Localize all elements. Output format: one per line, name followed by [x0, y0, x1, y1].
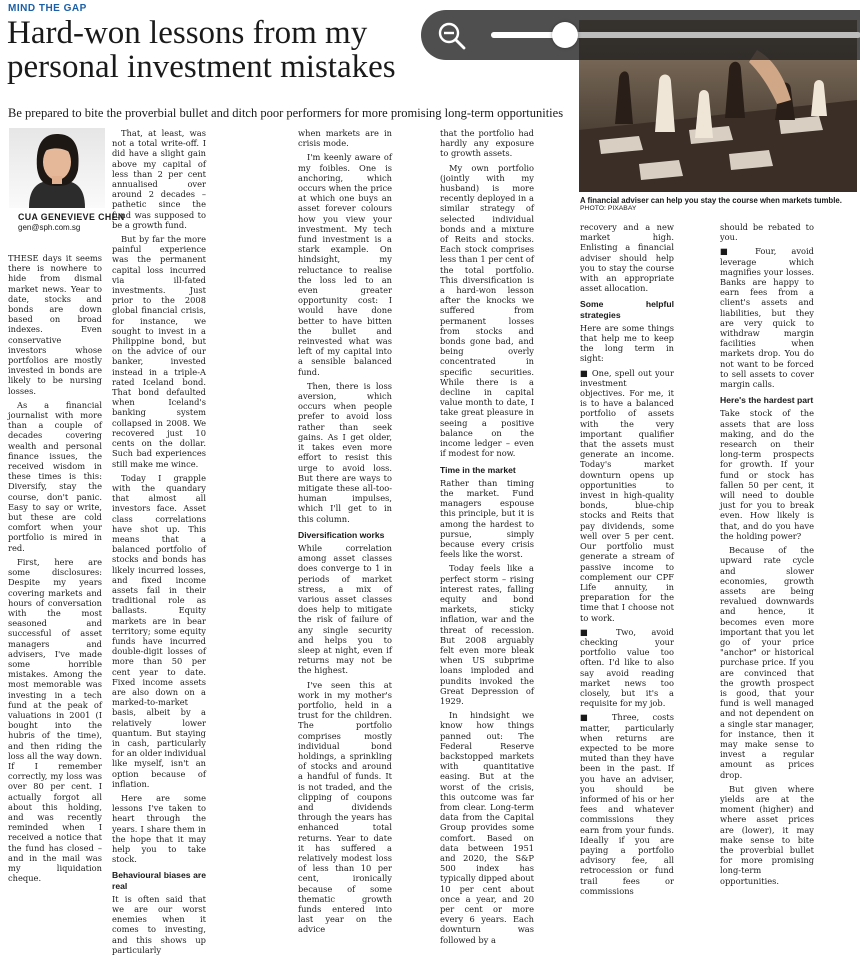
subheading: Here's the hardest part: [720, 395, 814, 406]
zoom-slider-thumb[interactable]: [552, 22, 578, 48]
headline-line-1: Hard-won lessons from my: [7, 15, 368, 51]
column-4: [440, 128, 534, 949]
column-3: [298, 128, 392, 939]
paragraph: Because of the upward rate cycle and slower economies, growth assets are being revalued downwards and hence, it becomes even more important that you let go of your price "anchor" or historical purchase price. If you are convinced that the growth prospect is good, that your fund is well managed and not dependent on a single star manager, for instance, then it may make sense to invest a regular amount as prices drop.: [720, 545, 814, 780]
paragraph: First, here are some disclosures: Despite my years covering markets and hours of conversation with the most seasoned and successful of asset managers and advisers, I've made some horrible mistakes. Among the most memorable was investing in a tech fund at the peak of valuations in 2001 (I bought into the hubris of the time), and then riding the loss all the way down. If I remember correctly, my loss was over 80 per cent. I actually forgot all about this holding, and was recently reminded when I received a notice that the fund has closed – and in the mail was my liquidation cheque.: [8, 556, 102, 884]
photo-credit: PHOTO: PIXABAY: [580, 205, 637, 212]
paragraph: But by far the more painful experience was the permanent capital loss incurred via ill-fated investments. Just prior to the 2008 global financial crisis, for instance, we sought to invest in a Philippine bond, but on the advice of our banker, invested instead in a triple-A rated Iceland bond. That bond defaulted when Iceland's banking system collapsed in 2008. We recovered just 10 cents on the dollar. Such bad experiences still make me wince.: [112, 234, 206, 469]
column-5: [580, 222, 674, 900]
zoom-slider-track[interactable]: [491, 32, 860, 38]
zoom-toolbar: [421, 10, 860, 60]
paragraph: That, at least, was not a total write-off. I did have a slight gain above my capital of less than 2 per cent annualised over around 2 decades – pathetic since the fund was supposed to be a growth fund.: [112, 128, 206, 230]
author-portrait-icon: [9, 128, 105, 208]
paragraph: Rather than timing the market. Fund managers espouse this principle, but it is among the hardest to pursue, simply because every crisis feels like the worst.: [440, 477, 534, 560]
paragraph: Then, there is loss aversion, which occurs when people prefer to avoid loss rather than seek gains. As I get older, it takes even more effort to resist this urge to avoid loss. But there are ways to mitigate these all-too-human impulses, which I'll get to in this column.: [298, 380, 392, 524]
paragraph: ■ Three, costs matter, particularly when returns are expected to be more muted than they have been in the past. If you have an adviser, you should be informed of his or her fees and whatever commissions they earn from your funds. Ideally if you are paying a portfolio advisory fee, all retrocession or fund trail fees or commissions: [580, 712, 674, 896]
paragraph: Take stock of the assets that are loss making, and do the research on their long-term prospects for growth. If your fund or stock has fallen 50 per cent, it will need to double just for you to break even. How likely is that, and do you have the holding power?: [720, 408, 814, 541]
paragraph: My own portfolio (jointly with my husband) is more recently deployed in a similar strategy of selected individual bonds and a mixture of Reits and stocks. Each stock comprises less than 1 per cent of the total portfolio. This diversification is a hard-won lesson after the knocks we suffered from permanent losses from stocks and bonds gone bad, and being overly concentrated in specific securities. While there is a decline in capital value month to date, I take great pleasure in seeing a positive balance on the income ledger – even if modest for now.: [440, 162, 535, 459]
paragraph: Here are some lessons I've taken to heart through the years. I share them in the hope that it may help you to take stock.: [112, 793, 206, 865]
paragraph: Here are some things that help me to keep the long term in sight:: [580, 322, 674, 364]
paragraph: should be rebated to you.: [720, 222, 814, 243]
paragraph: It is often said that we are our worst enemies when it comes to investing, and this shows up particularly: [112, 893, 206, 955]
column-2: [112, 128, 206, 959]
paragraph: Today feels like a perfect storm – rising interest rates, falling equity and bond markets, sticky inflation, war and the threat of recession. But 2008 arguably felt even more bleak when US subprime loans imploded and pundits invoked the Great Depression of 1929.: [440, 563, 534, 706]
paragraph: I'm keenly aware of my foibles. One is anchoring, which occurs when the price at which one buys an asset forever colours how you view your investment. My tech fund investment is a stark example. On hindsight, my reluctance to realise the loss led to an even greater opportunity cost: I would have done better to have bitten the bullet and reinvested what was left of my capital into a sensible balanced fund.: [298, 152, 392, 377]
author-email[interactable]: gen@sph.com.sg: [18, 223, 81, 232]
column-6: [720, 222, 814, 890]
subheading: Some helpful strategies: [580, 299, 674, 320]
zoom-out-icon[interactable]: [437, 21, 467, 51]
paragraph: THESE days it seems there is nowhere to hide from dismal market news. Year to date, stocks and bonds are down based on broad indexes. Even conservative investors whose portfolios are mostly invested in bonds are likely to be nursing losses.: [8, 253, 102, 396]
column-1: [8, 253, 102, 887]
paragraph: As a financial journalist with more than a couple of decades covering wealth and personal finance issues, the received wisdom in these times is this: Diversify, stay the course, don't panic. Easy to say or write, but these are cold comfort when your portfolio is mired in red.: [8, 399, 102, 553]
paragraph: Today I grapple with the quandary that almost all investors face. Asset class correlations have shot up. This means that a balanced portfolio of stocks and bonds has likely incurred losses, and fixed income assets fail in their traditional role as ballasts. Equity markets are in bear territory; some equity funds have incurred double-digit losses of more than 50 per cent year to date. Fixed income assets are also down on a marked-to-market basis, albeit by a relatively lower quantum. But staying in cash, particularly for an older individual like myself, isn't an option because of inflation.: [112, 472, 206, 789]
paragraph: But given where yields are at the moment (higher) and where asset prices are (lower), it may make sense to bite the proverbial bullet for more promising long-term opportunities.: [720, 783, 814, 886]
photo-caption: A financial adviser can help you stay the course when markets tumble.: [580, 196, 842, 205]
paragraph: ■ Four, avoid leverage which magnifies your losses. Banks are happy to earn fees from a client's assets and liabilities, but they are very quick to withdraw margin facilities when markets drop. You do not want to be forced to sell assets to cover margin calls.: [720, 246, 814, 390]
headline-line-2: personal investment mistakes: [7, 49, 396, 85]
paragraph: In hindsight we know how things panned out: The Federal Reserve backstopped markets with quantitative easing. But at the worst of the crisis, this outcome was far from clear. Long-term data from the Capital Group provides some comfort. Based on data between 1951 and 2020, the S&P 500 index has typically dipped about 10 per cent about once a year, and 20 per cent or more every 6 years. Each downturn was followed by a: [440, 710, 534, 945]
paragraph: recovery and a new market high. Enlisting a financial adviser should help you to stay the course with an appropriate asset allocation.: [580, 222, 674, 294]
subheading: Time in the market: [440, 464, 516, 475]
paragraph: ■ Two, avoid checking your portfolio value too often. I'd like to also say avoid reading market news too closely, but it's a requisite for my job.: [580, 626, 674, 709]
section-label: MIND THE GAP: [8, 3, 87, 14]
paragraph: ■ One, spell out your investment objectives. For me, it is to have a balanced portfolio of assets with the very important qualifier that the assets must generate an income. Today's market downturn opens up opportunities to invest in high-quality bonds, blue-chip stocks and Reits that pay dividends, some well over 5 per cent. Our portfolio must generate a stream of passive income to complement our CPF Life annuity, in preparation for the time that I choose not to work.: [580, 367, 674, 623]
author-name: CUA GENEVIEVE CHEN: [18, 212, 125, 222]
paragraph: that the portfolio had hardly any exposure to growth assets.: [440, 128, 534, 159]
paragraph: I've seen this at work in my mother's portfolio, held in a trust for the children. The portfolio comprises mostly individual bond holdings, a sprinkling of stocks and around a handful of funds. It is not traded, and the clipping of coupons and dividends through the years has enhanced total returns. Year to date it has suffered a relatively modest loss of less than 10 per cent, ironically because of some thematic growth funds entered into last year on the advice: [298, 679, 392, 935]
subheading: Behavioural biases are real: [112, 870, 206, 891]
author-photo: [9, 128, 105, 208]
standfirst: Be prepared to bite the proverbial bullet and ditch poor performers for more promising long-term opportunities: [8, 106, 564, 120]
paragraph: While correlation among asset classes does converge to 1 in periods of market stress, a mix of various asset classes does help to mitigate the risk of failure of any single security and helps you to sleep at night, even if returns may not be the highest.: [298, 542, 392, 676]
subheading: Diversification works: [298, 529, 385, 540]
paragraph: when markets are in crisis mode.: [298, 128, 392, 149]
